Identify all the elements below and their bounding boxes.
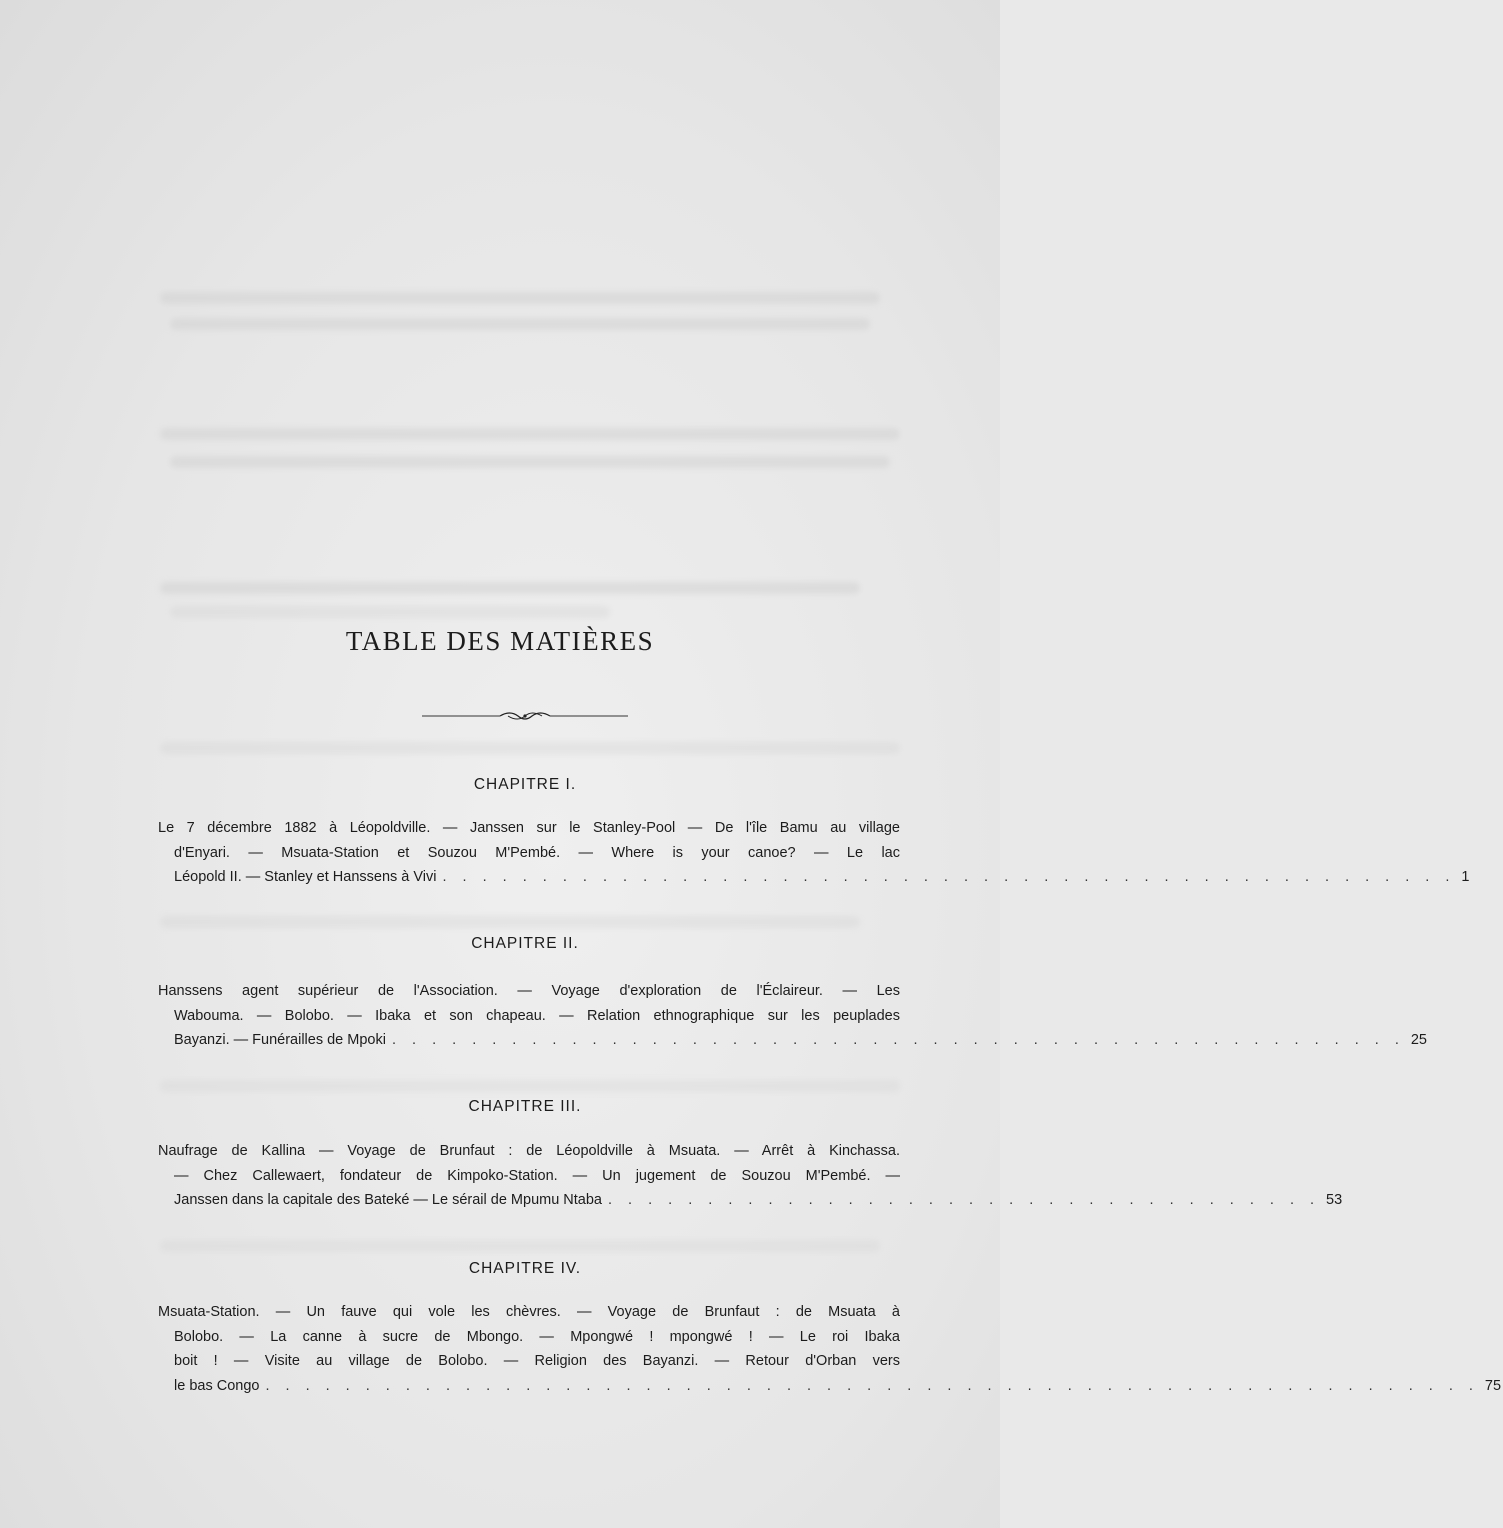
dot-leader: . . . . . . . . . . . . . . . . . . . . . . . . . . . . . . . . . . . . . . . . . . . . . . . . . . . bbox=[391, 1032, 1405, 1048]
show-through-mark bbox=[160, 428, 900, 440]
dot-leader: . . . . . . . . . . . . . . . . . . . . . . . . . . . . . . . . . . . . . . . . . . . . . . . . . . . bbox=[442, 869, 1456, 885]
chapter-entry-3 bbox=[158, 1139, 1343, 1213]
show-through-mark bbox=[170, 318, 870, 330]
entry-line: Hanssens agent supérieur de l'Association. — Voyage d'exploration de l'Éclaireur. — Les bbox=[158, 983, 900, 999]
show-through-mark bbox=[160, 292, 880, 304]
chapter-heading-1: CHAPITRE I. bbox=[473, 776, 577, 793]
chapter-entry-4 bbox=[158, 1300, 1502, 1398]
show-through-mark bbox=[160, 1240, 880, 1252]
chapter-entry-1 bbox=[158, 816, 1470, 890]
show-through-mark bbox=[160, 1080, 900, 1092]
entry-line-text: le bas Congo bbox=[174, 1377, 260, 1394]
show-through-mark bbox=[160, 916, 860, 928]
dot-leader: . . . . . . . . . . . . . . . . . . . . . . . . . . . . . . . . . . . . . . . . . . . . . . . . . . . . . . . . . . . . . bbox=[265, 1377, 1479, 1394]
page-title: TABLE DES MATIÈRES bbox=[345, 626, 655, 656]
page-number: 1 bbox=[1461, 869, 1470, 885]
entry-line: Naufrage de Kallina — Voyage de Brunfaut : de Léopoldville à Msuata. — Arrêt à Kinchassa. bbox=[158, 1143, 900, 1159]
entry-last-line bbox=[158, 1374, 1502, 1399]
page-number: 53 bbox=[1326, 1192, 1343, 1208]
page-number: 25 bbox=[1410, 1032, 1427, 1048]
entry-line-text: Bayanzi. — Funérailles de Mpoki bbox=[174, 1032, 386, 1048]
dot-leader: . . . . . . . . . . . . . . . . . . . . . . . . . . . . . . . . . . . . bbox=[608, 1192, 1321, 1208]
entry-line: Le 7 décembre 1882 à Léopoldville. — Janssen sur le Stanley-Pool — De l'île Bamu au village bbox=[158, 820, 900, 836]
entry-line: Bolobo. — La canne à sucre de Mbongo. — Mpongwé ! mpongwé ! — Le roi Ibaka bbox=[174, 1328, 900, 1345]
entry-last-line bbox=[158, 1028, 1427, 1053]
entry-line: boit ! — Visite au village de Bolobo. — Religion des Bayanzi. — Retour d'Orban vers bbox=[174, 1353, 900, 1369]
chapter-heading-2: CHAPITRE II. bbox=[471, 935, 579, 952]
show-through-mark bbox=[170, 456, 890, 468]
entry-line: — Chez Callewaert, fondateur de Kimpoko-Station. — Un jugement de Souzou M'Pembé. — bbox=[174, 1167, 900, 1184]
chapter-heading-4: CHAPITRE IV. bbox=[468, 1260, 582, 1277]
entry-last-line bbox=[158, 1188, 1343, 1213]
page-number: 75 bbox=[1484, 1377, 1502, 1394]
entry-line: Wabouma. — Bolobo. — Ibaka et son chapeau. — Relation ethnographique sur les peuplades bbox=[174, 1007, 900, 1024]
chapter-entry-2 bbox=[158, 979, 1427, 1053]
entry-line-text: Léopold II. — Stanley et Hanssens à Vivi bbox=[174, 869, 437, 885]
chapter-heading-3: CHAPITRE III. bbox=[468, 1098, 582, 1115]
title-ornament-divider bbox=[422, 706, 628, 726]
show-through-mark bbox=[170, 606, 610, 618]
entry-last-line bbox=[158, 865, 1470, 890]
entry-line-text: Janssen dans la capitale des Bateké — Le sérail de Mpumu Ntaba bbox=[174, 1192, 602, 1208]
show-through-mark bbox=[160, 742, 900, 754]
entry-line: Msuata-Station. — Un fauve qui vole les chèvres. — Voyage de Brunfaut : de Msuata à bbox=[158, 1304, 900, 1320]
entry-line: d'Enyari. — Msuata-Station et Souzou M'Pembé. — Where is your canoe? — Le lac bbox=[174, 844, 900, 861]
show-through-mark bbox=[160, 582, 860, 594]
